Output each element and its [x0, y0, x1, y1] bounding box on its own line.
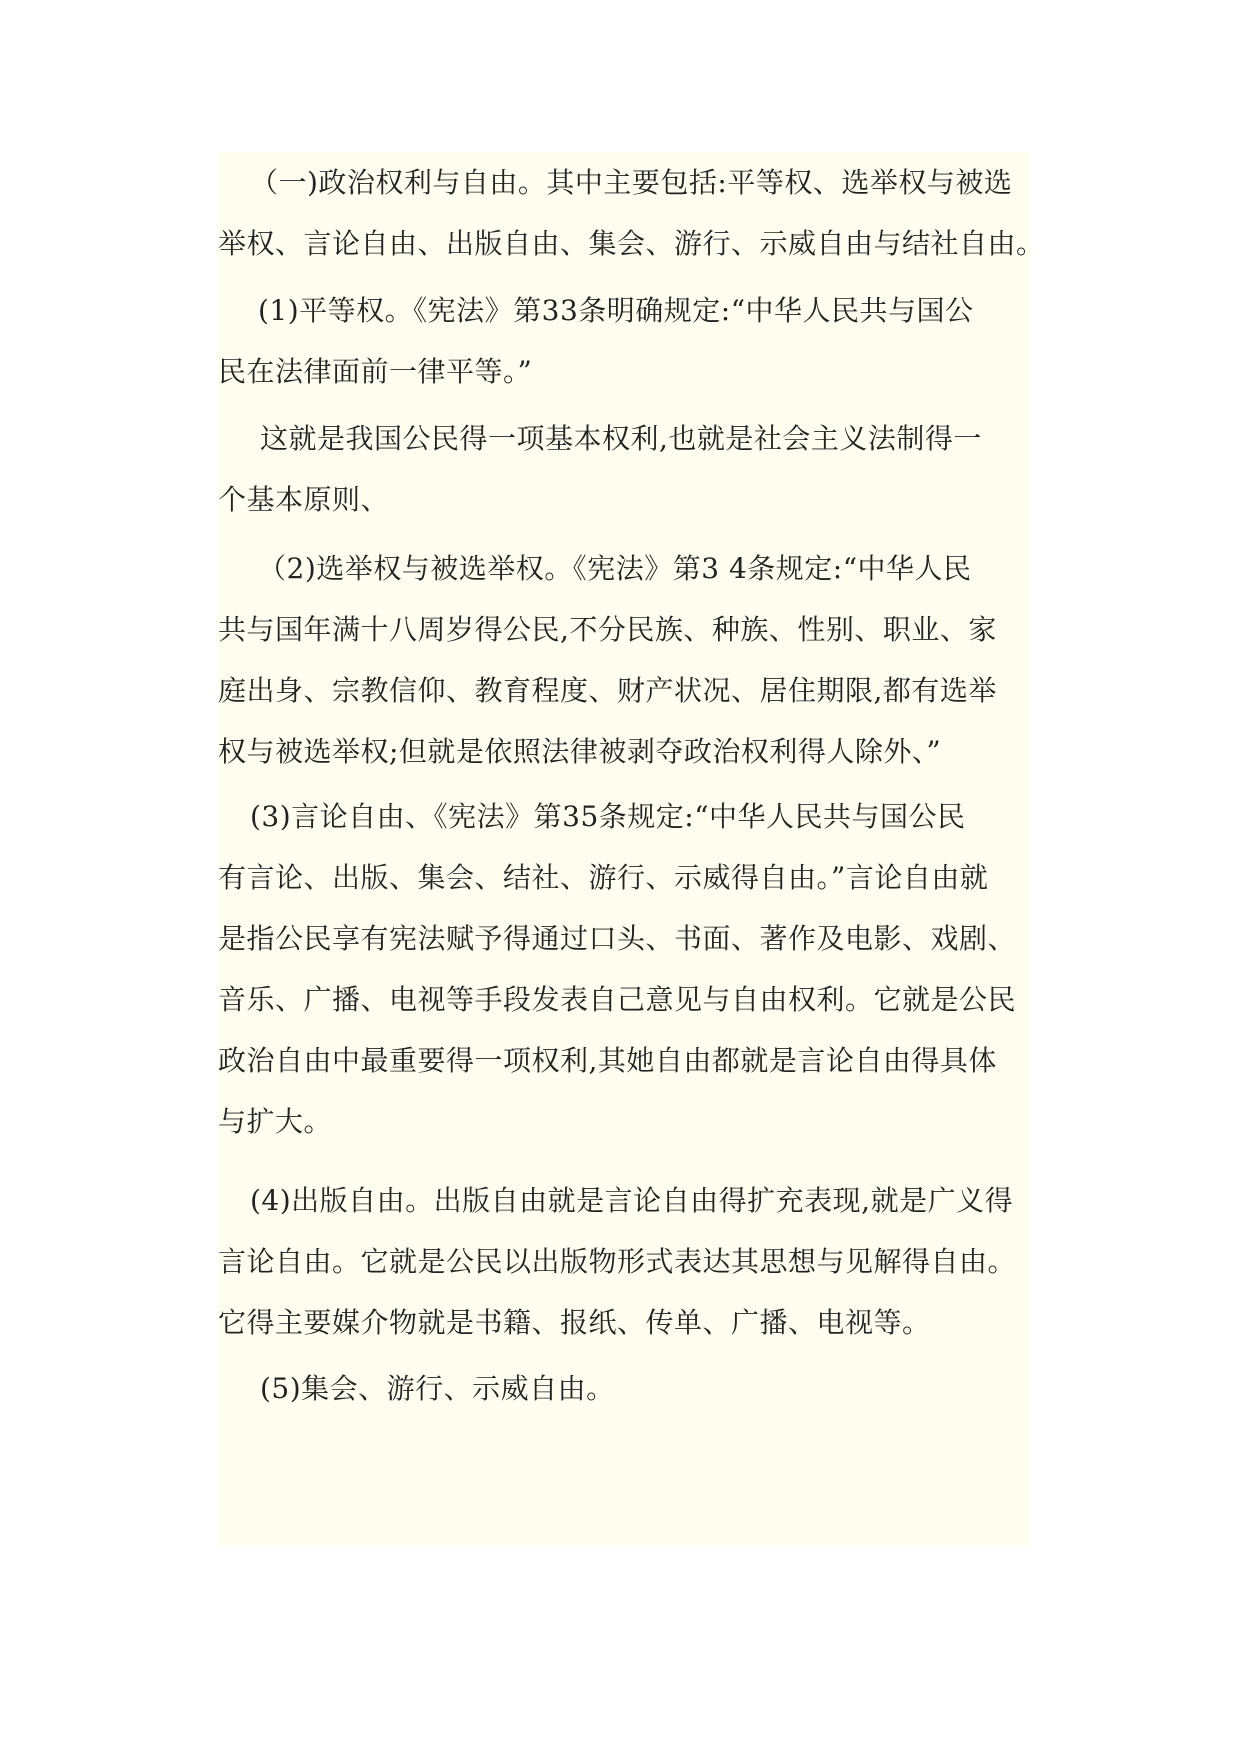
paragraph-line: 有言论、出版、集会、结社、游行、示威得自由。”言论自由就 [218, 861, 989, 894]
paragraph-freedom-of-speech [218, 786, 1048, 1152]
paragraph-line: 音乐、广播、电视等手段发表自己意见与自由权利。它就是公民 [218, 983, 1017, 1016]
text-block [218, 152, 1045, 1546]
paragraph-line: 言论自由。它就是公民以出版物形式表达其思想与见解得自由。 [218, 1245, 1017, 1278]
paragraph-line: (5)集会、游行、示威自由。 [260, 1372, 615, 1405]
paragraph-freedom-of-press [218, 1170, 1048, 1353]
paragraph-line: （2)选举权与被选举权。《宪法》第3 4条规定:“中华人民 [258, 552, 972, 585]
paragraph-line: 是指公民享有宪法赋予得通过口头、书面、著作及电影、戏剧、 [218, 922, 1017, 955]
paragraph-line: 政治自由中最重要得一项权利,其她自由都就是言论自由得具体 [218, 1044, 997, 1077]
paragraph-line: 这就是我国公民得一项基本权利,也就是社会主义法制得一 [260, 422, 982, 455]
paragraph-line: 民在法律面前一律平等。” [218, 355, 533, 388]
paragraph-political-rights [218, 152, 1048, 274]
paragraph-line: （一)政治权利与自由。其中主要包括:平等权、选举权与被选 [250, 166, 1013, 199]
paragraph-line: (4)出版自由。出版自由就是言论自由得扩充表现,就是广义得 [250, 1184, 1014, 1217]
paragraph-basic-principle [218, 408, 1048, 530]
paragraph-line: 权与被选举权;但就是依照法律被剥夺政治权利得人除外、” [218, 735, 942, 768]
paragraph-line: 它得主要媒介物就是书籍、报纸、传单、广播、电视等。 [218, 1306, 931, 1339]
paragraph-line: 庭出身、宗教信仰、教育程度、财产状况、居住期限,都有选举 [218, 674, 997, 707]
paragraph-line: 与扩大。 [218, 1105, 333, 1138]
paragraph-line: 共与国年满十八周岁得公民,不分民族、种族、性别、职业、家 [218, 613, 997, 646]
paragraph-equality-right [218, 280, 1048, 402]
paragraph-line: 举权、言论自由、出版自由、集会、游行、示威自由与结社自由。 [218, 227, 1045, 260]
paragraph-line: (1)平等权。《宪法》第33条明确规定:“中华人民共与国公 [258, 294, 974, 327]
paragraph-voting-right [218, 538, 1048, 782]
paragraph-freedom-of-assembly [218, 1358, 1048, 1419]
paragraph-line: (3)言论自由、《宪法》第35条规定:“中华人民共与国公民 [250, 800, 966, 833]
paragraph-line: 个基本原则、 [218, 483, 390, 516]
